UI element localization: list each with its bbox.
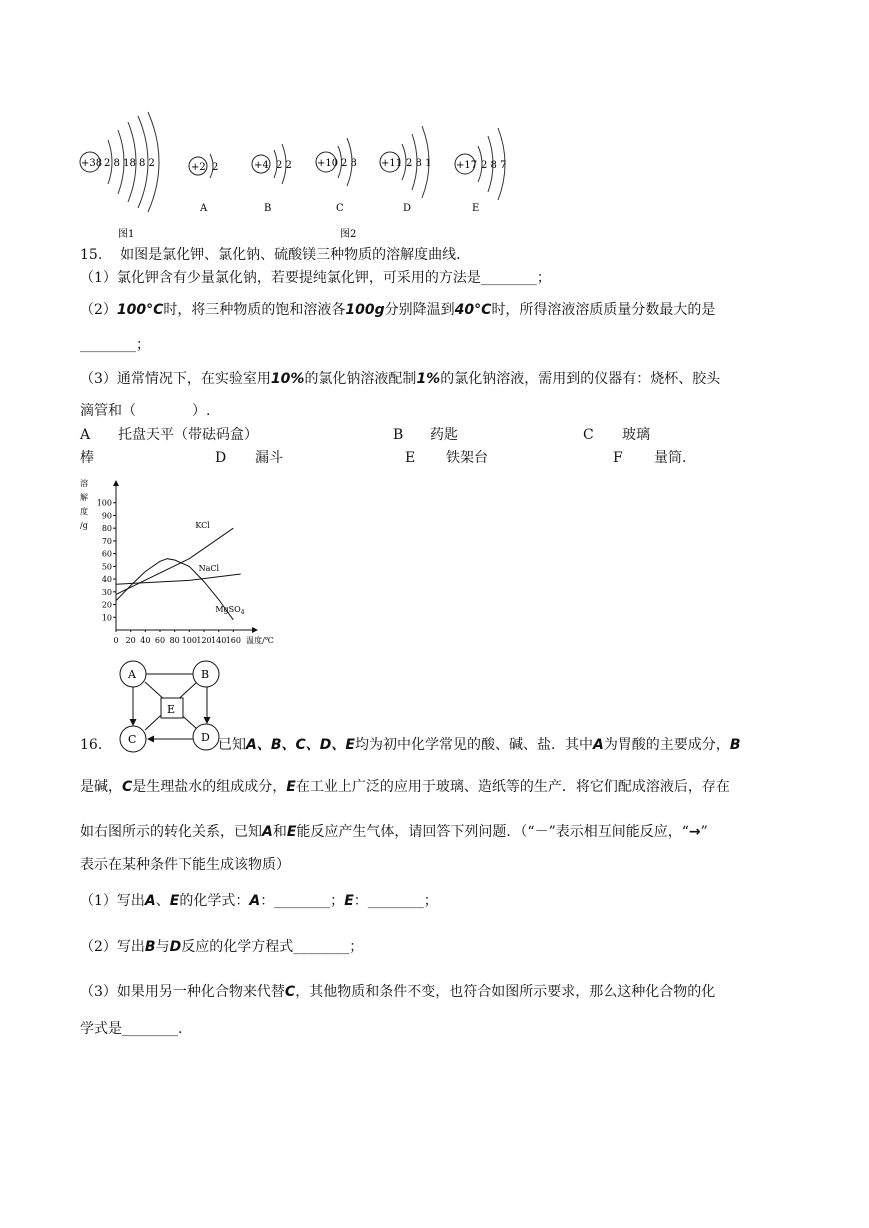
q16-line1: 已知A、B、C、D、E均为初中化学常见的酸、碱、盐．其中A为胃酸的主要成分，B [218,737,741,753]
series-label-mgso4: MgSO$_4$ [215,604,245,616]
q15-option-e: E [405,450,416,466]
q15-option-c-text: 玻璃 [622,427,650,443]
atom-c [316,138,357,214]
x-axis-label: 温度/℃ [246,636,274,645]
x-tick-label: 20 [125,636,136,645]
x-tick-label: 40 [140,636,151,645]
svg-text:+11: +11 [381,158,403,169]
q15-part3-line2: 滴管和（ ）. [80,403,211,419]
q16-sub3: （3）如果用另一种化合物来代替C，其他物质和条件不变，也符合如图所示要求，那么这种化合物的化 [80,984,716,1000]
q15-option-c: C [583,427,594,443]
svg-text:+10: +10 [317,158,339,169]
x-tick-label: 140 [211,636,227,645]
q15-option-f-text: 量筒. [654,450,687,466]
y-tick-label: 90 [101,511,112,521]
q15-option-d: D [215,450,227,466]
series-label-nacl: NaCl [198,564,220,573]
svg-text:2 8: 2 8 [341,158,357,169]
y-axis-label: /g [80,521,88,530]
atom-fig1-caption: 图1 [118,229,135,240]
q15-option-e-text: 铁架台 [446,450,488,466]
q15-part2: （2）100°C时，将三种物质的饱和溶液各100g分别降温到40°C时，所得溶液溶质质量分数最大的是 [80,302,716,318]
series-line-nacl [116,574,241,584]
q16-line3: 如右图所示的转化关系，已知A和E能反应产生气体，请回答下列问题．（“－”表示相互间能反应，“→” [80,824,708,840]
q15-option-b-text: 药匙 [430,427,458,443]
x-tick-label: 0 [113,636,119,645]
y-axis-label: 度 [80,507,88,516]
y-axis-label: 溶 [80,479,88,488]
svg-text:+17: +17 [456,160,478,171]
y-tick-label: 70 [101,536,112,546]
y-tick-label: 30 [101,587,112,597]
y-tick-label: 50 [101,562,112,572]
y-axis-label: 解 [80,493,88,502]
q16-line2: 是碱，C是生理盐水的组成成分，E在工业上广泛的应用于玻璃、造纸等的生产．将它们配成溶液后，存在 [80,779,730,795]
q15-stem: 15. 如图是氯化钾、氯化钠、硫酸镁三种物质的溶解度曲线． [80,247,471,263]
node-d: D [201,731,210,744]
atom-b [252,144,292,214]
q15-option-a: A [80,427,91,443]
node-a: A [128,668,136,681]
q16-sub3-line2: 学式是________. [80,1021,183,1037]
q15-option-a-text: 托盘天平（带砝码盒） [118,427,258,443]
svg-text:E: E [472,203,480,214]
atom-a [189,154,218,214]
atom-fig1-nucleus: +38 [81,158,103,169]
q15-part2-blank: ________； [80,337,150,353]
node-b: B [201,668,210,681]
x-tick-label: 120 [196,636,212,645]
x-tick-label: 100 [181,636,197,645]
svg-text:A: A [200,203,208,214]
atom-e [455,128,506,214]
svg-text:+2: +2 [191,162,206,173]
svg-text:D: D [403,203,412,214]
svg-text:2 8 7: 2 8 7 [481,160,507,171]
atom-fig1 [80,112,159,240]
y-tick-label: 20 [101,600,112,610]
svg-text:C: C [336,203,344,214]
svg-text:B: B [264,203,272,214]
atom-d [380,126,431,214]
atom-fig2-caption: 图2 [340,229,357,240]
q15-option-b: B [393,427,404,443]
atom-structure-figure [70,110,530,240]
q16-line4: 表示在某种条件下能生成该物质） [80,857,290,873]
y-tick-label: 80 [101,524,112,534]
solubility-chart [76,474,276,654]
q15-option-d-text: 漏斗 [255,450,283,466]
x-tick-label: 60 [154,636,166,645]
x-axis-arrow [252,627,258,633]
svg-text:2 8 1: 2 8 1 [406,158,432,169]
q16-number: 16. [80,737,103,753]
svg-text:+4: +4 [254,160,269,171]
x-tick-label: 80 [169,636,180,645]
series-line-kcl [116,528,233,594]
svg-text:2 2: 2 2 [276,160,292,171]
node-c: C [128,733,137,746]
reaction-diagram [112,655,222,755]
q15-part1: （1）氯化钾含有少量氯化钠，若要提纯氯化钾，可采用的方法是________； [80,270,551,286]
q15-part3: （3）通常情况下，在实验室用10%的氯化钠溶液配制1%的氯化钠溶液，需用到的仪器有：烧杯、胶头 [80,371,721,387]
svg-text:2: 2 [212,162,219,173]
y-axis-arrow [113,480,119,486]
y-tick-label: 10 [101,613,112,623]
q16-sub1: （1）写出A、E的化学式：A：________；E：________； [80,893,438,909]
q16-sub2: （2）写出B与D反应的化学方程式________； [80,939,364,955]
series-label-kcl: KCl [195,521,210,531]
y-tick-label: 100 [96,498,112,508]
y-tick-label: 40 [101,575,112,585]
atom-fig1-shells: 2 8 18 8 2 [104,158,155,169]
node-e: E [167,703,176,716]
x-tick-label: 160 [225,636,241,645]
q15-option-f: F [613,450,623,466]
y-tick-label: 60 [101,549,112,559]
q15-option-c-cont: 棒 [80,450,94,466]
